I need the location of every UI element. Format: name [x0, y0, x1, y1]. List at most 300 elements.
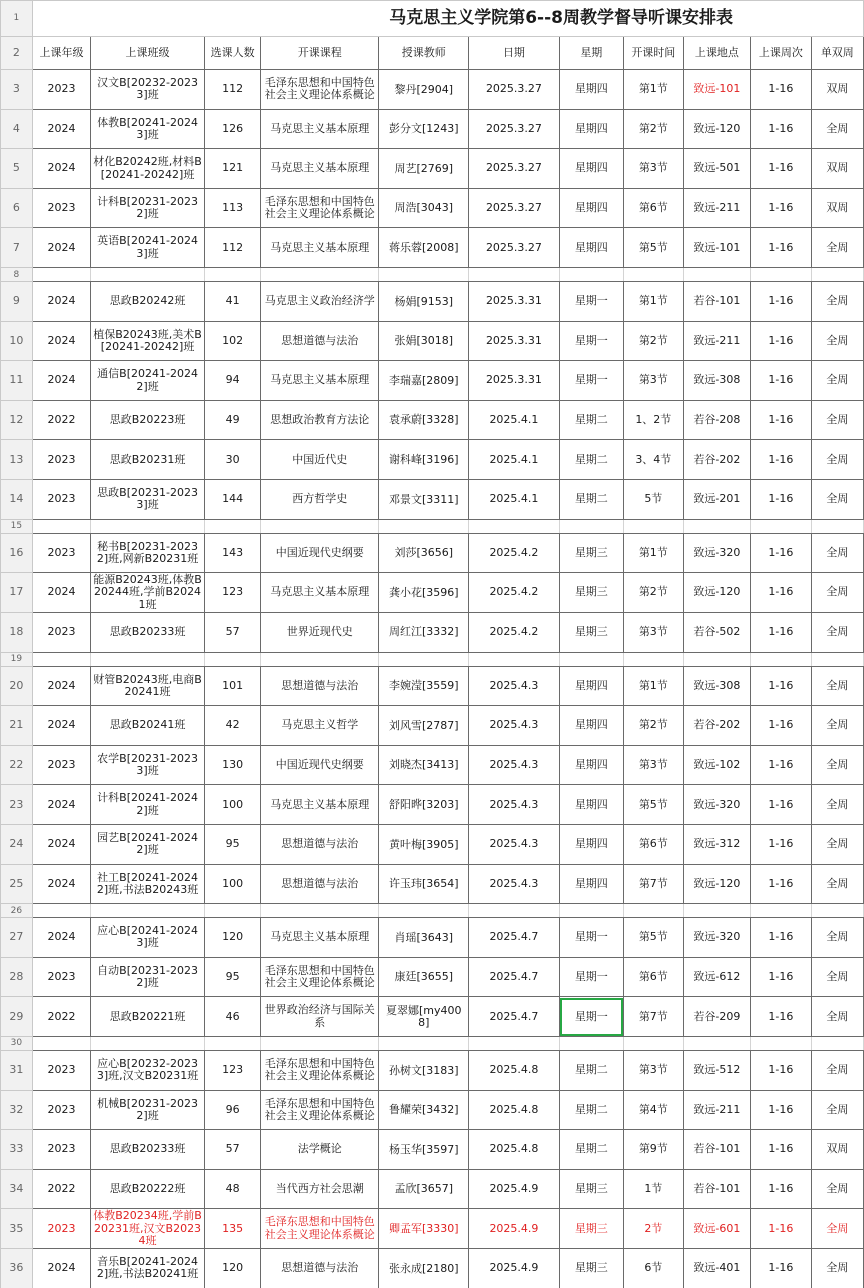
row-number[interactable]: 21	[1, 706, 33, 746]
cell-count[interactable]: 96	[204, 1090, 260, 1130]
cell-weeks[interactable]: 1-16	[751, 918, 811, 958]
cell-course[interactable]: 毛泽东思想和中国特色社会主义理论体系概论	[261, 188, 379, 228]
row-number[interactable]: 3	[1, 70, 33, 110]
row-number[interactable]: 19	[1, 652, 33, 666]
row-number[interactable]: 34	[1, 1169, 33, 1209]
cell-course[interactable]: 马克思主义基本原理	[261, 573, 379, 613]
cell-location[interactable]: 致远-101	[683, 70, 751, 110]
cell-date[interactable]: 2025.4.1	[469, 400, 559, 440]
cell-location[interactable]: 致远-308	[683, 361, 751, 401]
cell-class[interactable]: 计科B[20231-20232]班	[91, 188, 205, 228]
cell-class[interactable]: 体教B[20241-20243]班	[91, 109, 205, 149]
cell-teacher[interactable]: 刘风雪[2787]	[379, 706, 469, 746]
cell-date[interactable]: 2025.3.31	[469, 282, 559, 322]
empty-cell[interactable]	[624, 268, 683, 282]
empty-cell[interactable]	[751, 519, 811, 533]
cell-week-type[interactable]: 全周	[811, 321, 863, 361]
cell-count[interactable]: 95	[204, 824, 260, 864]
cell-period[interactable]: 第3节	[624, 361, 683, 401]
row-number[interactable]: 36	[1, 1249, 33, 1288]
cell-teacher[interactable]: 孙树文[3183]	[379, 1051, 469, 1091]
cell-grade[interactable]: 2023	[32, 188, 90, 228]
row-number[interactable]: 23	[1, 785, 33, 825]
header-period[interactable]: 开课时间	[624, 37, 683, 70]
cell-course[interactable]: 思想道德与法治	[261, 321, 379, 361]
cell-class[interactable]: 农学B[20231-20233]班	[91, 745, 205, 785]
cell-teacher[interactable]: 彭分文[1243]	[379, 109, 469, 149]
cell-weeks[interactable]: 1-16	[751, 282, 811, 322]
cell-weekday[interactable]: 星期三	[559, 612, 624, 652]
cell-location[interactable]: 致远-120	[683, 573, 751, 613]
row-number[interactable]: 35	[1, 1209, 33, 1249]
cell-weeks[interactable]: 1-16	[751, 70, 811, 110]
row-number[interactable]: 17	[1, 573, 33, 613]
cell-week-type[interactable]: 全周	[811, 785, 863, 825]
cell-grade[interactable]: 2023	[32, 533, 90, 573]
empty-cell[interactable]	[91, 519, 205, 533]
cell-weekday[interactable]: 星期四	[559, 666, 624, 706]
cell-weekday[interactable]: 星期四	[559, 864, 624, 904]
cell-class[interactable]: 思政B20242班	[91, 282, 205, 322]
cell-weeks[interactable]: 1-16	[751, 612, 811, 652]
cell-week-type[interactable]: 全周	[811, 1249, 863, 1288]
cell-weeks[interactable]: 1-16	[751, 745, 811, 785]
cell-date[interactable]: 2025.3.27	[469, 188, 559, 228]
cell-teacher[interactable]: 蒋乐蓉[2008]	[379, 228, 469, 268]
cell-count[interactable]: 100	[204, 785, 260, 825]
empty-cell[interactable]	[469, 652, 559, 666]
cell-teacher[interactable]: 邓景文[3311]	[379, 480, 469, 520]
empty-cell[interactable]	[261, 268, 379, 282]
cell-class[interactable]: 通信B[20241-20242]班	[91, 361, 205, 401]
cell-week-type[interactable]: 全周	[811, 400, 863, 440]
cell-date[interactable]: 2025.4.9	[469, 1209, 559, 1249]
cell-count[interactable]: 112	[204, 70, 260, 110]
cell-location[interactable]: 若谷-101	[683, 1130, 751, 1170]
cell-weekday[interactable]: 星期三	[559, 573, 624, 613]
cell-weeks[interactable]: 1-16	[751, 533, 811, 573]
cell-count[interactable]: 94	[204, 361, 260, 401]
cell-period[interactable]: 第6节	[624, 188, 683, 228]
cell-count[interactable]: 48	[204, 1169, 260, 1209]
cell-period[interactable]: 第2节	[624, 706, 683, 746]
empty-cell[interactable]	[204, 519, 260, 533]
cell-grade[interactable]: 2023	[32, 957, 90, 997]
cell-course[interactable]: 中国近现代史纲要	[261, 745, 379, 785]
cell-location[interactable]: 致远-320	[683, 918, 751, 958]
cell-weeks[interactable]: 1-16	[751, 573, 811, 613]
cell-course[interactable]: 马克思主义基本原理	[261, 109, 379, 149]
cell-week-type[interactable]: 全周	[811, 480, 863, 520]
cell-period[interactable]: 第1节	[624, 282, 683, 322]
cell-weeks[interactable]: 1-16	[751, 321, 811, 361]
cell-location[interactable]: 致远-320	[683, 785, 751, 825]
cell-class[interactable]: 思政B20221班	[91, 997, 205, 1037]
cell-grade[interactable]: 2023	[32, 1130, 90, 1170]
cell-week-type[interactable]: 全周	[811, 864, 863, 904]
empty-cell[interactable]	[91, 652, 205, 666]
cell-course[interactable]: 思想道德与法治	[261, 864, 379, 904]
row-number[interactable]: 7	[1, 228, 33, 268]
cell-teacher[interactable]: 张永成[2180]	[379, 1249, 469, 1288]
cell-count[interactable]: 126	[204, 109, 260, 149]
empty-cell[interactable]	[261, 1037, 379, 1051]
cell-location[interactable]: 致远-312	[683, 824, 751, 864]
cell-class[interactable]: 思政B20241班	[91, 706, 205, 746]
cell-course[interactable]: 毛泽东思想和中国特色社会主义理论体系概论	[261, 957, 379, 997]
cell-grade[interactable]: 2024	[32, 706, 90, 746]
cell-class[interactable]: 思政B20223班	[91, 400, 205, 440]
cell-grade[interactable]: 2024	[32, 918, 90, 958]
cell-grade[interactable]: 2023	[32, 1090, 90, 1130]
cell-weeks[interactable]: 1-16	[751, 1249, 811, 1288]
empty-cell[interactable]	[751, 1037, 811, 1051]
row-number[interactable]: 18	[1, 612, 33, 652]
cell-course[interactable]: 马克思主义哲学	[261, 706, 379, 746]
cell-weeks[interactable]: 1-16	[751, 480, 811, 520]
empty-cell[interactable]	[624, 1037, 683, 1051]
cell-teacher[interactable]: 周浩[3043]	[379, 188, 469, 228]
cell-grade[interactable]: 2023	[32, 1051, 90, 1091]
cell-date[interactable]: 2025.3.27	[469, 228, 559, 268]
cell-class[interactable]: 植保B20243班,美术B[20241-20242]班	[91, 321, 205, 361]
cell-week-type[interactable]: 全周	[811, 612, 863, 652]
cell-weeks[interactable]: 1-16	[751, 824, 811, 864]
cell-period[interactable]: 第7节	[624, 997, 683, 1037]
cell-location[interactable]: 若谷-209	[683, 997, 751, 1037]
cell-grade[interactable]: 2022	[32, 400, 90, 440]
empty-cell[interactable]	[751, 904, 811, 918]
row-number[interactable]: 24	[1, 824, 33, 864]
row-number[interactable]: 13	[1, 440, 33, 480]
cell-date[interactable]: 2025.4.9	[469, 1249, 559, 1288]
cell-date[interactable]: 2025.4.3	[469, 706, 559, 746]
cell-week-type[interactable]: 全周	[811, 957, 863, 997]
empty-cell[interactable]	[32, 652, 90, 666]
cell-period[interactable]: 6节	[624, 1249, 683, 1288]
cell-week-type[interactable]: 全周	[811, 228, 863, 268]
cell-location[interactable]: 致远-308	[683, 666, 751, 706]
cell-date[interactable]: 2025.3.31	[469, 321, 559, 361]
empty-cell[interactable]	[624, 652, 683, 666]
cell-weeks[interactable]: 1-16	[751, 666, 811, 706]
header-grade[interactable]: 上课年级	[32, 37, 90, 70]
empty-cell[interactable]	[683, 652, 751, 666]
cell-period[interactable]: 第3节	[624, 612, 683, 652]
cell-teacher[interactable]: 周红江[3332]	[379, 612, 469, 652]
cell-week-type[interactable]: 全周	[811, 361, 863, 401]
row-number[interactable]: 20	[1, 666, 33, 706]
cell-count[interactable]: 130	[204, 745, 260, 785]
cell-date[interactable]: 2025.4.3	[469, 785, 559, 825]
empty-cell[interactable]	[683, 1037, 751, 1051]
row-number[interactable]: 6	[1, 188, 33, 228]
cell-course[interactable]: 世界近现代史	[261, 612, 379, 652]
cell-weekday[interactable]: 星期二	[559, 1090, 624, 1130]
cell-location[interactable]: 若谷-208	[683, 400, 751, 440]
cell-date[interactable]: 2025.4.7	[469, 957, 559, 997]
cell-weekday[interactable]: 星期一	[559, 282, 624, 322]
row-number[interactable]: 11	[1, 361, 33, 401]
cell-count[interactable]: 30	[204, 440, 260, 480]
cell-class[interactable]: 体教B20234班,学前B20231班,汉文B20234班	[91, 1209, 205, 1249]
cell-class[interactable]: 思政B[20231-20233]班	[91, 480, 205, 520]
cell-period[interactable]: 3、4节	[624, 440, 683, 480]
cell-course[interactable]: 马克思主义基本原理	[261, 361, 379, 401]
empty-cell[interactable]	[683, 904, 751, 918]
cell-date[interactable]: 2025.4.9	[469, 1169, 559, 1209]
cell-week-type[interactable]: 全周	[811, 533, 863, 573]
header-date[interactable]: 日期	[469, 37, 559, 70]
cell-weeks[interactable]: 1-16	[751, 440, 811, 480]
cell-course[interactable]: 中国近代史	[261, 440, 379, 480]
cell-count[interactable]: 100	[204, 864, 260, 904]
cell-course[interactable]: 马克思主义基本原理	[261, 785, 379, 825]
cell-weeks[interactable]: 1-16	[751, 957, 811, 997]
empty-cell[interactable]	[91, 904, 205, 918]
cell-teacher[interactable]: 谢科峰[3196]	[379, 440, 469, 480]
cell-teacher[interactable]: 李瑞嘉[2809]	[379, 361, 469, 401]
cell-count[interactable]: 49	[204, 400, 260, 440]
row-number[interactable]: 26	[1, 904, 33, 918]
cell-count[interactable]: 143	[204, 533, 260, 573]
cell-count[interactable]: 95	[204, 957, 260, 997]
cell-class[interactable]: 思政B20233班	[91, 612, 205, 652]
cell-grade[interactable]: 2023	[32, 745, 90, 785]
cell-teacher[interactable]: 袁承蔚[3328]	[379, 400, 469, 440]
cell-course[interactable]: 当代西方社会思潮	[261, 1169, 379, 1209]
cell-grade[interactable]: 2023	[32, 440, 90, 480]
row-number[interactable]: 25	[1, 864, 33, 904]
empty-cell[interactable]	[261, 652, 379, 666]
header-course[interactable]: 开课课程	[261, 37, 379, 70]
header-class[interactable]: 上课班级	[91, 37, 205, 70]
cell-weekday[interactable]: 星期四	[559, 188, 624, 228]
cell-location[interactable]: 若谷-101	[683, 282, 751, 322]
row-number[interactable]: 31	[1, 1051, 33, 1091]
cell-location[interactable]: 致远-101	[683, 228, 751, 268]
cell-weeks[interactable]: 1-16	[751, 109, 811, 149]
empty-cell[interactable]	[204, 652, 260, 666]
row-number[interactable]: 27	[1, 918, 33, 958]
cell-grade[interactable]: 2024	[32, 228, 90, 268]
cell-count[interactable]: 121	[204, 149, 260, 189]
cell-course[interactable]: 毛泽东思想和中国特色社会主义理论体系概论	[261, 70, 379, 110]
cell-location[interactable]: 致远-601	[683, 1209, 751, 1249]
cell-class[interactable]: 音乐B[20241-20242]班,书法B20241班	[91, 1249, 205, 1288]
cell-count[interactable]: 112	[204, 228, 260, 268]
cell-count[interactable]: 135	[204, 1209, 260, 1249]
cell-teacher[interactable]: 黄叶梅[3905]	[379, 824, 469, 864]
cell-week-type[interactable]: 全周	[811, 706, 863, 746]
row-number[interactable]: 5	[1, 149, 33, 189]
cell-date[interactable]: 2025.4.2	[469, 533, 559, 573]
cell-class[interactable]: 应心B[20232-20233]班,汉文B20231班	[91, 1051, 205, 1091]
empty-cell[interactable]	[559, 904, 624, 918]
cell-weeks[interactable]: 1-16	[751, 997, 811, 1037]
cell-period[interactable]: 第3节	[624, 149, 683, 189]
empty-cell[interactable]	[379, 652, 469, 666]
cell-class[interactable]: 英语B[20241-20243]班	[91, 228, 205, 268]
cell-week-type[interactable]: 全周	[811, 666, 863, 706]
cell-period[interactable]: 第6节	[624, 957, 683, 997]
cell-date[interactable]: 2025.4.7	[469, 918, 559, 958]
cell-weeks[interactable]: 1-16	[751, 1209, 811, 1249]
cell-weekday[interactable]: 星期四	[559, 109, 624, 149]
cell-count[interactable]: 144	[204, 480, 260, 520]
cell-count[interactable]: 42	[204, 706, 260, 746]
cell-period[interactable]: 第1节	[624, 666, 683, 706]
header-weekday[interactable]: 星期	[559, 37, 624, 70]
empty-cell[interactable]	[559, 519, 624, 533]
cell-class[interactable]: 思政B20233班	[91, 1130, 205, 1170]
empty-cell[interactable]	[91, 268, 205, 282]
empty-cell[interactable]	[379, 268, 469, 282]
cell-class[interactable]: 材化B20242班,材料B[20241-20242]班	[91, 149, 205, 189]
cell-class[interactable]: 机械B[20231-20232]班	[91, 1090, 205, 1130]
cell-week-type[interactable]: 全周	[811, 1051, 863, 1091]
cell-course[interactable]: 思想道德与法治	[261, 666, 379, 706]
cell-class[interactable]: 应心B[20241-20243]班	[91, 918, 205, 958]
cell-course[interactable]: 西方哲学史	[261, 480, 379, 520]
row-number[interactable]: 2	[1, 37, 33, 70]
empty-cell[interactable]	[261, 519, 379, 533]
cell-week-type[interactable]: 全周	[811, 440, 863, 480]
cell-weekday[interactable]: 星期四	[559, 70, 624, 110]
empty-cell[interactable]	[204, 268, 260, 282]
header-week-type[interactable]: 单双周	[811, 37, 863, 70]
cell-weekday[interactable]: 星期二	[559, 1130, 624, 1170]
row-number[interactable]: 4	[1, 109, 33, 149]
cell-class[interactable]: 园艺B[20241-20242]班	[91, 824, 205, 864]
cell-period[interactable]: 1、2节	[624, 400, 683, 440]
cell-period[interactable]: 第3节	[624, 745, 683, 785]
cell-course[interactable]: 毛泽东思想和中国特色社会主义理论体系概论	[261, 1209, 379, 1249]
empty-cell[interactable]	[261, 904, 379, 918]
cell-count[interactable]: 120	[204, 1249, 260, 1288]
cell-weekday[interactable]: 星期一	[559, 321, 624, 361]
cell-course[interactable]: 思想道德与法治	[261, 824, 379, 864]
cell-teacher[interactable]: 刘晓杰[3413]	[379, 745, 469, 785]
cell-weeks[interactable]: 1-16	[751, 188, 811, 228]
cell-period[interactable]: 第5节	[624, 785, 683, 825]
cell-weekday[interactable]: 星期三	[559, 533, 624, 573]
cell-teacher[interactable]: 卿孟军[3330]	[379, 1209, 469, 1249]
cell-date[interactable]: 2025.3.27	[469, 70, 559, 110]
row-number[interactable]: 1	[1, 1, 33, 37]
cell-week-type[interactable]: 全周	[811, 573, 863, 613]
cell-weekday[interactable]: 星期三	[559, 1169, 624, 1209]
cell-weeks[interactable]: 1-16	[751, 1051, 811, 1091]
cell-teacher[interactable]: 张娟[3018]	[379, 321, 469, 361]
cell-date[interactable]: 2025.4.3	[469, 666, 559, 706]
cell-course[interactable]: 法学概论	[261, 1130, 379, 1170]
row-number[interactable]: 15	[1, 519, 33, 533]
cell-count[interactable]: 120	[204, 918, 260, 958]
cell-date[interactable]: 2025.4.8	[469, 1090, 559, 1130]
cell-date[interactable]: 2025.4.1	[469, 440, 559, 480]
cell-course[interactable]: 思想政治教育方法论	[261, 400, 379, 440]
cell-week-type[interactable]: 全周	[811, 1209, 863, 1249]
cell-class[interactable]: 自动B[20231-20232]班	[91, 957, 205, 997]
empty-cell[interactable]	[811, 652, 863, 666]
empty-cell[interactable]	[624, 904, 683, 918]
cell-teacher[interactable]: 刘莎[3656]	[379, 533, 469, 573]
cell-weeks[interactable]: 1-16	[751, 149, 811, 189]
cell-period[interactable]: 第9节	[624, 1130, 683, 1170]
cell-course[interactable]: 马克思主义基本原理	[261, 228, 379, 268]
row-number[interactable]: 10	[1, 321, 33, 361]
cell-location[interactable]: 致远-120	[683, 864, 751, 904]
empty-cell[interactable]	[811, 904, 863, 918]
cell-weekday[interactable]: 星期一	[559, 361, 624, 401]
cell-period[interactable]: 第1节	[624, 70, 683, 110]
empty-cell[interactable]	[751, 652, 811, 666]
cell-period[interactable]: 第2节	[624, 109, 683, 149]
empty-cell[interactable]	[469, 519, 559, 533]
cell-grade[interactable]: 2024	[32, 1249, 90, 1288]
cell-teacher[interactable]: 杨玉华[3597]	[379, 1130, 469, 1170]
cell-course[interactable]: 马克思主义基本原理	[261, 918, 379, 958]
cell-grade[interactable]: 2024	[32, 864, 90, 904]
row-number[interactable]: 16	[1, 533, 33, 573]
cell-week-type[interactable]: 双周	[811, 70, 863, 110]
cell-location[interactable]: 致远-612	[683, 957, 751, 997]
cell-period[interactable]: 第6节	[624, 824, 683, 864]
cell-course[interactable]: 毛泽东思想和中国特色社会主义理论体系概论	[261, 1051, 379, 1091]
cell-week-type[interactable]: 双周	[811, 1130, 863, 1170]
empty-cell[interactable]	[683, 519, 751, 533]
cell-teacher[interactable]: 龚小花[3596]	[379, 573, 469, 613]
empty-cell[interactable]	[32, 519, 90, 533]
cell-weekday[interactable]: 星期四	[559, 745, 624, 785]
cell-class[interactable]: 秘书B[20231-20232]班,网新B20231班	[91, 533, 205, 573]
cell-weekday[interactable]: 星期二	[559, 400, 624, 440]
cell-week-type[interactable]: 全周	[811, 1169, 863, 1209]
header-location[interactable]: 上课地点	[683, 37, 751, 70]
cell-period[interactable]: 5节	[624, 480, 683, 520]
cell-weeks[interactable]: 1-16	[751, 361, 811, 401]
cell-weeks[interactable]: 1-16	[751, 1169, 811, 1209]
empty-cell[interactable]	[683, 268, 751, 282]
cell-teacher[interactable]: 周艺[2769]	[379, 149, 469, 189]
cell-period[interactable]: 第5节	[624, 228, 683, 268]
cell-weekday[interactable]: 星期四	[559, 228, 624, 268]
cell-location[interactable]: 致远-211	[683, 321, 751, 361]
empty-cell[interactable]	[379, 904, 469, 918]
cell-count[interactable]: 123	[204, 1051, 260, 1091]
cell-course[interactable]: 马克思主义基本原理	[261, 149, 379, 189]
cell-teacher[interactable]: 夏翠娜[my4008]	[379, 997, 469, 1037]
cell-date[interactable]: 2025.3.31	[469, 361, 559, 401]
cell-grade[interactable]: 2024	[32, 785, 90, 825]
cell-count[interactable]: 102	[204, 321, 260, 361]
cell-location[interactable]: 若谷-202	[683, 706, 751, 746]
cell-count[interactable]: 57	[204, 1130, 260, 1170]
empty-cell[interactable]	[811, 268, 863, 282]
cell-teacher[interactable]: 李婉滢[3559]	[379, 666, 469, 706]
cell-date[interactable]: 2025.4.3	[469, 824, 559, 864]
cell-teacher[interactable]: 黎丹[2904]	[379, 70, 469, 110]
empty-cell[interactable]	[204, 904, 260, 918]
cell-location[interactable]: 致远-512	[683, 1051, 751, 1091]
cell-teacher[interactable]: 舒阳晔[3203]	[379, 785, 469, 825]
cell-grade[interactable]: 2024	[32, 361, 90, 401]
empty-cell[interactable]	[204, 1037, 260, 1051]
empty-cell[interactable]	[379, 519, 469, 533]
cell-date[interactable]: 2025.4.2	[469, 573, 559, 613]
cell-grade[interactable]: 2024	[32, 149, 90, 189]
